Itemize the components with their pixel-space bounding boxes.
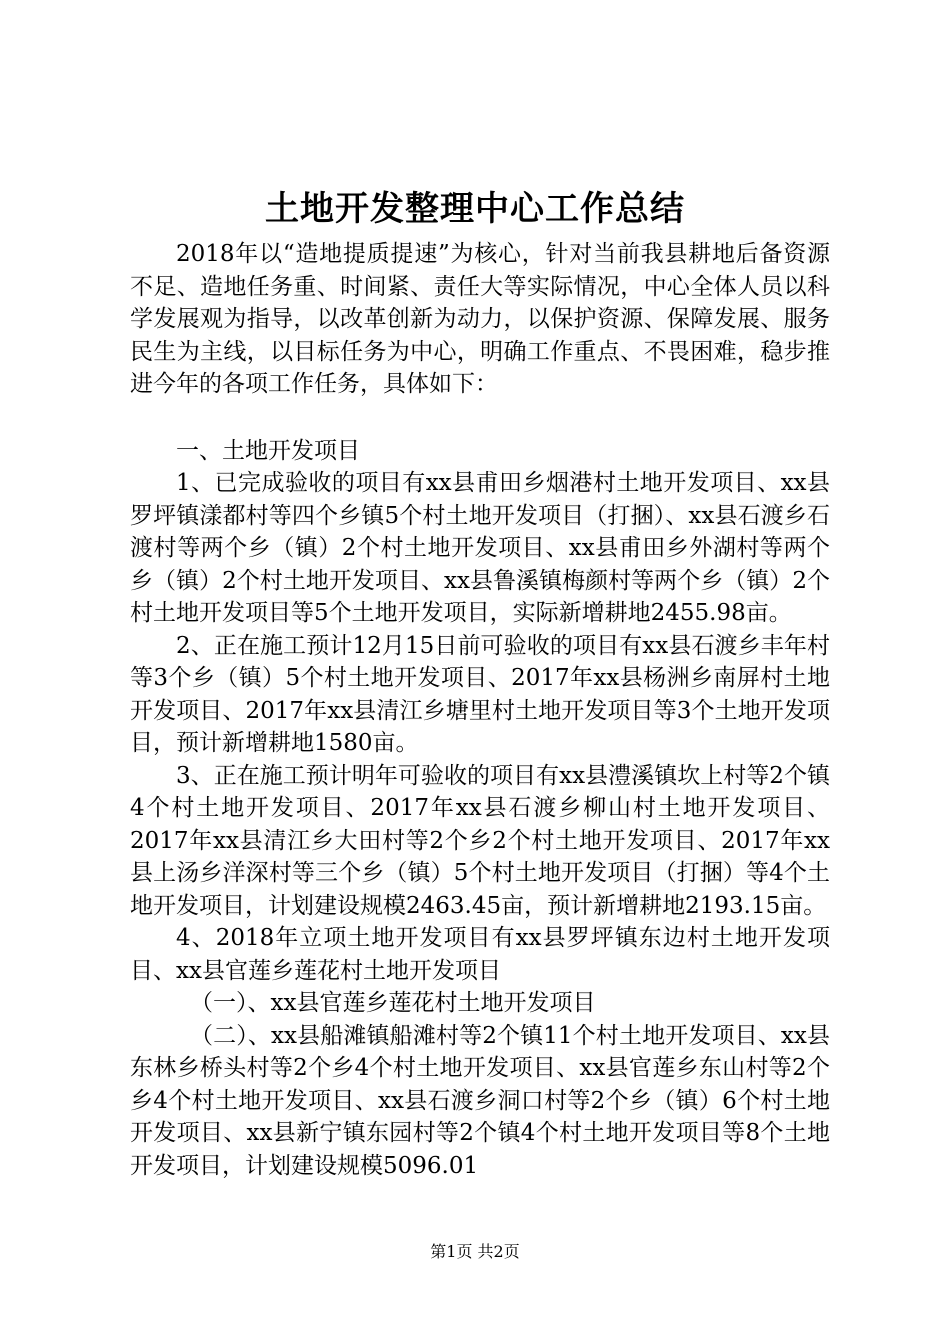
paragraph-item-3: 3、正在施工预计明年可验收的项目有xx县澧溪镇坎上村等2个镇4个村土地开发项目、2017年xx县石渡乡柳山村土地开发项目、2017年xx县清江乡大田村等2个乡2个村土地开发项目、2017年xx县上汤乡洋深村等三个乡（镇）5个村土地开发项目（打捆）等4个土地开发项目，计划建设规模2463.45亩，预计新增耕地2193.15亩。	[130, 762, 830, 919]
paragraph-item-4: 4、2018年立项土地开发项目有xx县罗坪镇东边村土地开发项目、xx县官莲乡莲花村土地开发项目	[130, 925, 830, 984]
sub-item-1: （一）、xx县官莲乡莲花村土地开发项目	[190, 990, 596, 1016]
paragraph-item-1: 1、已完成验收的项目有xx县甫田乡烟港村土地开发项目、xx县罗坪镇漾都村等四个乡镇5个村土地开发项目（打捆）、xx县石渡乡石渡村等两个乡（镇）2个村土地开发项目、xx县甫田乡外湖村等两个乡（镇）2个村土地开发项目、xx县鲁溪镇梅颜村等两个乡（镇）2个村土地开发项目等5个土地开发项目，实际新增耕地2455.98亩。	[130, 470, 830, 626]
section-heading: 一、土地开发项目	[176, 437, 360, 464]
paragraph-item-2: 2、正在施工预计12月15日前可验收的项目有xx县石渡乡丰年村等3个乡（镇）5个村土地开发项目、2017年xx县杨洲乡南屏村土地开发项目、2017年xx县清江乡塘里村土地开发项目等3个土地开发项目，预计新增耕地1580亩。	[130, 632, 830, 756]
page-footer: 第1页 共2页	[430, 1242, 520, 1261]
document-body	[130, 238, 830, 1182]
intro-paragraph: 2018年以“造地提质提速”为核心，针对当前我县耕地后备资源不足、造地任务重、时间紧、责任大等实际情况，中心全体人员以科学发展观为指导，以改革创新为动力，以保护资源、保障发展、服务民生为主线，以目标任务为中心，明确工作重点、不畏困难，稳步推进今年的各项工作任务，具体如下：	[130, 241, 830, 397]
document-title: 土地开发整理中心工作总结	[265, 189, 685, 229]
sub-item-2: （二）、xx县船滩镇船滩村等2个镇11个村土地开发项目、xx县东林乡桥头村等2个乡4个村土地开发项目、xx县官莲乡东山村等2个乡4个村土地开发项目、xx县石渡乡洞口村等2个乡（镇）6个村土地开发项目、xx县新宁镇东园村等2个镇4个村土地开发项目等8个土地开发项目，计划建设规模5096.01	[130, 1022, 830, 1179]
